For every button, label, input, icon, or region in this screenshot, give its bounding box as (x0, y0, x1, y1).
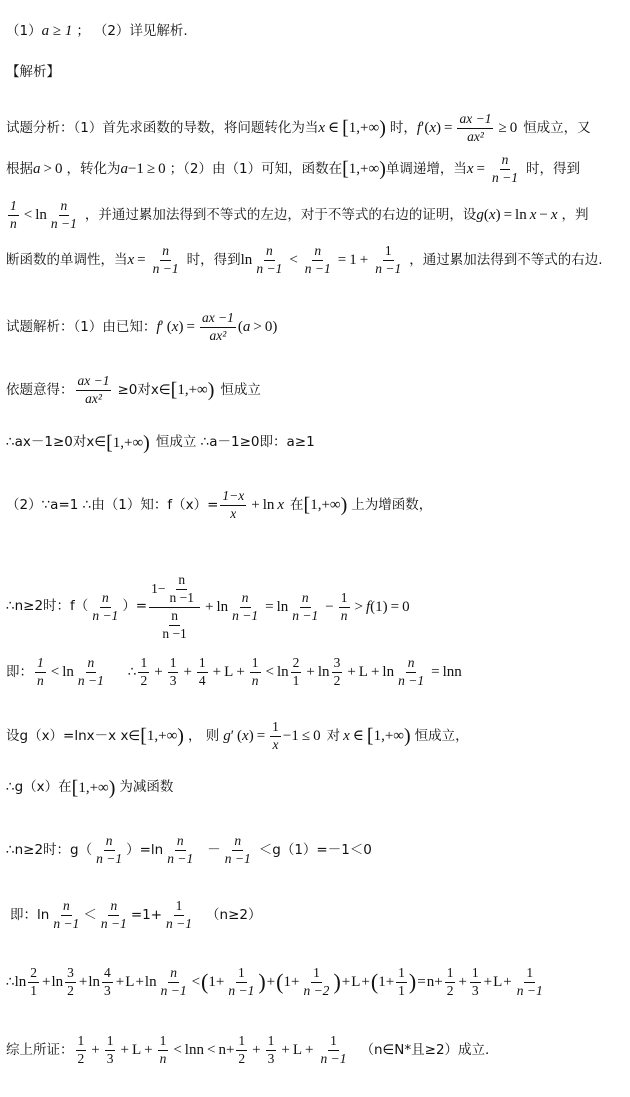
analysis-text: 时，得到 (526, 160, 580, 177)
answer-sep: ； (76, 22, 90, 39)
solution-text: =1+ (130, 906, 163, 923)
solution-line-5: ∴n≥2时：f（ $\frac{n}{n -1}$ ）= 1− $\frac{n}{n -1}$ $\frac{n}{n -1}$ + ln $\frac{n}{n -1}$ = ln $\frac{n}{n -1}$ − $\frac{1}{n}$ > f (1) = 0 (6, 572, 410, 641)
analysis-text: 恒成立，又 (523, 119, 591, 136)
solution-line-3: ∴ax－1≥0对x∈ [ 1,+∞ ) 恒成立 ∴a－1≥0即：a≥1 (6, 432, 315, 454)
solution-line-9: ∴n≥2时：g（ $\frac{n}{n -1}$ ）=ln $\frac{n}{n -1}$ － $\frac{n}{n -1}$ ＜g（1）=－1＜0 (6, 833, 372, 866)
analysis-text: 试题分析：（1）首先求函数的导数，将问题转化为当 (6, 119, 319, 136)
solution-text: ≥0对x∈ (117, 381, 171, 398)
analysis-line-2: 根据 a > 0 ，转化为 a −1 ≥ 0 ；（2）由（1）可知，函数在 [ 1,+∞ ) 单调递增，当 x = $\frac{n}{n -1}$ 时，得到 (6, 152, 580, 185)
analysis-text: ；（2）由（1）可知，函数在 (169, 160, 343, 177)
analysis-heading-line (6, 66, 626, 80)
analysis-text: ，转化为 (66, 160, 121, 177)
solution-text: 恒成立 ∴a－1≥0即：a≥1 (155, 434, 315, 451)
solution-text: 设g（x）=lnx－x x∈ (6, 727, 141, 744)
solution-line-6: 即： $\frac{1}{n}$ < ln $\frac{n}{n -1}$ ∴ $\frac{1}{2}$ + $\frac{1}{3}$ + $\frac{1}{4}$ + L + $\frac{1}{n}$ < ln $\frac{2}{1}$ + ln $\frac{3}{2}$ + L + ln $\frac{n}{n -1}$ = lnn (6, 655, 462, 688)
analysis-text: 单调递增，当 (385, 160, 467, 177)
solution-text: 即：ln (10, 906, 50, 923)
solution-text: （2）∵a=1 ∴由（1）知：f（x）= (6, 496, 219, 513)
analysis-line-1: 试题分析：（1）首先求函数的导数，将问题转化为当 x ∈ [ 1,+∞ ) 时， f ′( x ) = $\frac{ax -1}{\text{ax²}}$ ≥ 0 恒成立，又 (6, 111, 591, 144)
solution-text: 对 (326, 727, 341, 744)
solution-text: ＜g（1）=－1＜0 (258, 841, 372, 858)
analysis-line-4: 断函数的单调性，当 x = $\frac{n}{n -1}$ 时，得到 ln $\frac{n}{n -1}$ < $\frac{n}{n -1}$ = 1 + $\frac{1}{n -1}$ ，通过累加法得到不等式的右边. (6, 243, 603, 276)
answer-part2: （2）详见解析. (93, 22, 188, 39)
solution-text: ∴n≥2时：g（ (6, 841, 93, 858)
analysis-text: ，判 (561, 206, 589, 223)
solution-line-4: （2）∵a=1 ∴由（1）知：f（x）= $\frac{1-x}{x}$ + ln x 在 [ 1,+∞ ) 上为增函数， (6, 488, 433, 521)
analysis-text: ，并通过累加法得到不等式的左边，对于不等式的右边的证明，设 (84, 206, 477, 223)
solution-line-11: ∴ ln $\frac{2}{1}$ + ln $\frac{3}{2}$ + ln $\frac{4}{3}$ + L + ln $\frac{n}{n -1}$ < ( 1+ $\frac{1}{n -1}$ ) + ( 1+ $\frac{1}{n -2}$ ) + L + ( 1+ $\frac{1}{1}$ ) = n+ $\frac{1}{2}$ + $\frac{1}{3}$ + L + $\frac{1}{n -1}$ (6, 965, 543, 998)
solution-text: 为减函数 (119, 779, 174, 796)
solution-line-7: 设g（x）=lnx－x x∈ [ 1,+∞ ) ， 则 g ′ ( x ) = $\frac{1}{x}$ −1 ≤ 0 对 x ∈ [ 1,+∞ ) 恒成立， (6, 719, 469, 752)
solution-text: （n≥2） (206, 906, 262, 923)
solution-text: 上为增函数， (351, 496, 433, 513)
analysis-text: 时， (389, 119, 417, 136)
solution-text: － (207, 841, 221, 858)
analysis-text: 根据 (6, 160, 33, 177)
compound-fraction: 1− $\frac{n}{n -1}$ $\frac{n}{n -1}$ (149, 573, 200, 641)
solution-line-8: ∴g（x）在 [ 1,+∞ ) 为减函数 (6, 777, 174, 799)
solution-text: ∴n≥2时：f（ (6, 598, 89, 615)
answer-condition: a ≥ 1 (41, 23, 73, 39)
analysis-text: 断函数的单调性，当 (6, 251, 128, 268)
solution-line-1: 试题解析：（1）由已知： f ′ ( x ) = $\frac{ax -1}{\text{ax²}}$ ( a > 0) (6, 310, 278, 343)
solution-text: ）= (122, 598, 148, 615)
solution-line-10: 即：ln $\frac{n}{n -1}$ ＜ $\frac{n}{n -1}$ =1+ $\frac{1}{n -1}$ （n≥2） (10, 898, 262, 931)
analysis-text: ，通过累加法得到不等式的右边. (409, 251, 603, 268)
analysis-line-3: $\frac{1}{n}$ < ln $\frac{n}{n -1}$ ，并通过累加法得到不等式的左边，对于不等式的右边的证明，设 g ( x ) = ln x − x ，判 (10, 198, 589, 231)
solution-line-12: 综上所证： $\frac{1}{2}$ + $\frac{1}{3}$ + L + $\frac{1}{n}$ < lnn < n+ $\frac{1}{2}$ + $\frac{1}{3}$ + L + $\frac{1}{n -1}$ （n∈N*且≥2）成立. (6, 1033, 490, 1066)
answer-part1: （1） (6, 22, 42, 39)
solution-text: ∴ (127, 663, 137, 680)
analysis-text: 时，得到 (186, 251, 241, 268)
solution-text: 即： (6, 663, 33, 680)
fraction: $\frac{ax -1}{\text{ax²}}$ (459, 111, 492, 144)
solution-text: 恒成立 (220, 381, 261, 398)
solution-text: 在 (290, 496, 304, 513)
solution-text: ∴ (6, 973, 15, 990)
solution-text: ∴g（x）在 (6, 779, 72, 796)
answer-line (6, 24, 626, 39)
solution-text: 试题解析：（1）由已知： (6, 318, 157, 335)
solution-line-2: 依题意得： $\frac{ax -1}{\text{ax²}}$ ≥0对x∈ [ 1,+∞ ) 恒成立 (6, 373, 261, 406)
solution-text: 综上所证： (6, 1041, 74, 1058)
solution-text: 恒成立， (414, 727, 469, 744)
solution-text: 依题意得： (6, 381, 74, 398)
solution-text: ， 则 (187, 727, 220, 744)
solution-text: ）=ln (126, 841, 164, 858)
solution-text: ＜ (83, 906, 97, 923)
solution-text: （n∈N*且≥2）成立. (360, 1041, 490, 1058)
section-heading: 【解析】 (6, 64, 60, 80)
solution-text: ∴ax－1≥0对x∈ (6, 434, 107, 451)
